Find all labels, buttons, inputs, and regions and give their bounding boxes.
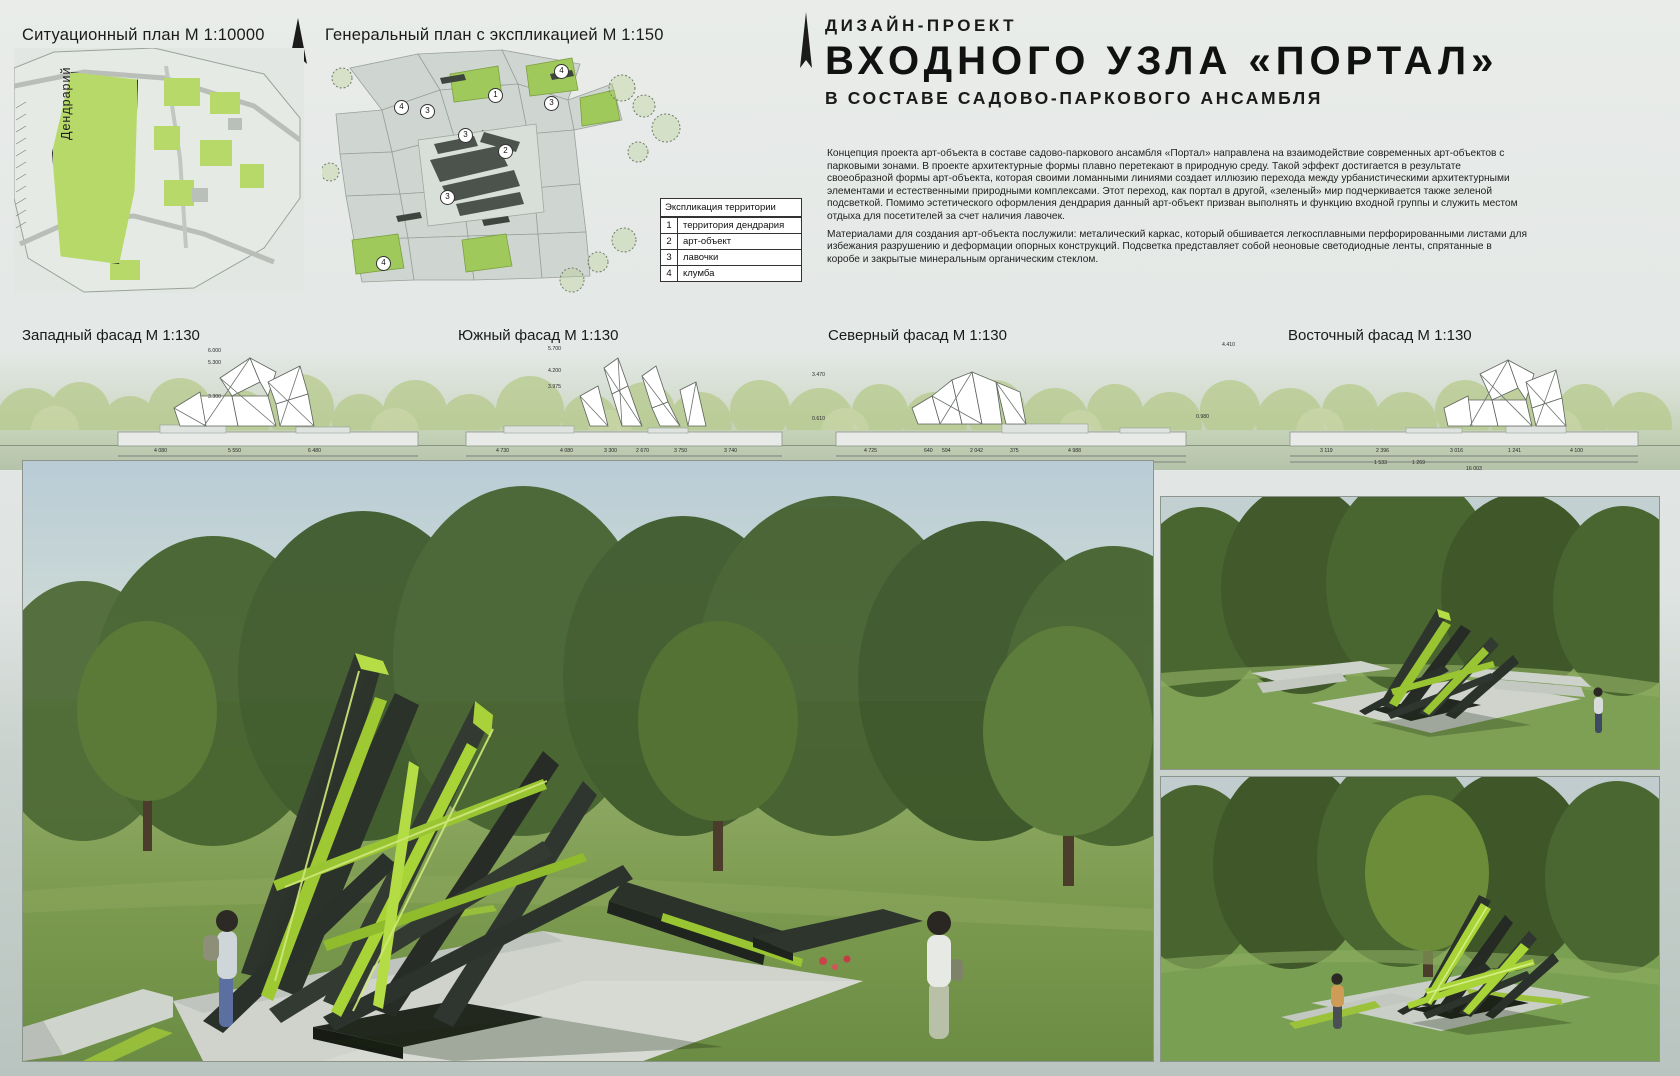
plan-marker-4c: 4 [376, 256, 391, 271]
facade-title-north: Северный фасад М 1:130 [828, 327, 1007, 344]
plan-marker-3c: 3 [440, 190, 455, 205]
facade-dim: 594 [942, 448, 951, 454]
facade-dim: 1 533 [1374, 460, 1387, 466]
facade-dim: 1 241 [1508, 448, 1521, 454]
legend-row [661, 265, 801, 281]
facade-height: 3.300 [208, 394, 221, 400]
facade-height: 5.300 [208, 360, 221, 366]
facade-dim: 3 300 [604, 448, 617, 454]
facade-elevation-south [452, 346, 802, 470]
facade-dim: 3 119 [1320, 448, 1333, 454]
facade-height: 5.700 [548, 346, 561, 352]
description-paragraph-1: Концепция проекта арт-объекта в составе садово-паркового ансамбля «Портал» направлена на взаимодействие современных арт-объектов с парковыми зонами. В проекте архитектурные формы плавно перетекают в природную среду. Такой эффект достигается в результате своеобразной формы арт-объекта, которая своими ломанными линиями создает иллюзию перехода между урбанистическими архитектурными элементами и естественными природными комплексами. Этот переход, как портал в другой, «зеленый» мир подчеркивается также зеленой подсветкой. Помимо эстетического оформления дендрария данный арт-объект призван выполнять и функцию входной группы и служить местом отдыха для посетителей за счет наличия лавочек. [827, 148, 1518, 222]
legend-text: лавочки [683, 252, 719, 263]
facade-dim: 2 396 [1376, 448, 1389, 454]
legend-row [661, 233, 801, 249]
header-line-1: ДИЗАЙН-ПРОЕКТ [825, 16, 1017, 35]
project-header [825, 16, 1655, 109]
concept-description [827, 148, 1527, 271]
facade-title-south: Южный фасад М 1:130 [458, 327, 619, 344]
plan-marker-4b: 4 [394, 100, 409, 115]
situational-plan [14, 48, 304, 293]
plan-marker-4: 4 [554, 64, 569, 79]
facade-dim-total: 16 003 [1466, 466, 1482, 472]
legend-number: 3 [661, 250, 678, 265]
facade-elevation-east [1196, 342, 1650, 472]
plan-marker-3d: 3 [420, 104, 435, 119]
facade-elevation-west [100, 348, 430, 470]
facades-section [0, 342, 1680, 472]
plan-marker-3: 3 [458, 128, 473, 143]
facade-height: 4.200 [548, 368, 561, 374]
facade-dim: 3 750 [674, 448, 687, 454]
general-plan [322, 44, 692, 296]
facade-dim: 640 [924, 448, 933, 454]
north-arrow-icon-secondary [795, 12, 817, 74]
facade-title-east: Восточный фасад М 1:130 [1288, 327, 1472, 344]
legend-row [661, 217, 801, 233]
facade-dim: 4 080 [154, 448, 167, 454]
legend-text: клумба [683, 268, 715, 279]
legend-text: территория дендрария [683, 220, 785, 231]
render-night-lit-view [1160, 776, 1660, 1062]
facade-title-west: Западный фасад М 1:130 [22, 327, 200, 344]
facade-height: 0.980 [1196, 414, 1209, 420]
plan-marker-3b: 3 [544, 96, 559, 111]
render-aerial-view [1160, 496, 1660, 770]
facade-dim: 4 100 [1570, 448, 1583, 454]
facade-dim: 4 988 [1068, 448, 1081, 454]
facade-dim: 2 042 [970, 448, 983, 454]
facade-dim: 1 269 [1412, 460, 1425, 466]
facade-dim: 375 [1010, 448, 1019, 454]
facade-elevation-north [812, 352, 1200, 470]
legend-header: Экспликация территории [661, 199, 801, 217]
legend-number: 2 [661, 234, 678, 249]
legend-table [660, 198, 802, 282]
facade-height: 6.000 [208, 348, 221, 354]
facade-dim: 2 670 [636, 448, 649, 454]
facade-dim: 5 550 [228, 448, 241, 454]
header-line-2: ВХОДНОГО УЗЛА «ПОРТАЛ» [825, 39, 1499, 83]
facade-height: 3.975 [548, 384, 561, 390]
facade-height: 3.470 [812, 372, 825, 378]
render-main-perspective [22, 460, 1154, 1062]
legend-row [661, 249, 801, 265]
description-paragraph-2: Материалами для создания арт-объекта послужили: металический каркас, который обшивается легкосплавными перфорированными листами для избежания разрушению и деформации опорных конструкций. Подсветка представляет собой неоновые светодиодные ленты, спрятанные в коробе и закрытые минеральным органическим стеклом. [827, 228, 1527, 265]
facade-dim: 4 725 [864, 448, 877, 454]
facade-dim: 4 730 [496, 448, 509, 454]
plan-marker-1: 1 [488, 88, 503, 103]
plans-section [0, 0, 1680, 330]
header-line-3: В СОСТАВЕ САДОВО-ПАРКОВОГО АНСАМБЛЯ [825, 88, 1323, 108]
legend-number: 4 [661, 266, 678, 281]
facade-dim: 3 016 [1450, 448, 1463, 454]
legend-number: 1 [661, 218, 678, 233]
plan-marker-2: 2 [498, 144, 513, 159]
general-plan-title: Генеральный план с экспликацией М 1:150 [325, 26, 664, 44]
facade-height: 4.410 [1222, 342, 1235, 348]
dendrarium-label: Дендрарий [59, 66, 73, 140]
facade-dim: 3 740 [724, 448, 737, 454]
facade-dim: 4 080 [560, 448, 573, 454]
facade-height: 0.610 [812, 416, 825, 422]
situational-plan-title: Ситуационный план М 1:10000 [22, 26, 265, 44]
facade-dim: 6 480 [308, 448, 321, 454]
legend-text: арт-объект [683, 236, 732, 247]
